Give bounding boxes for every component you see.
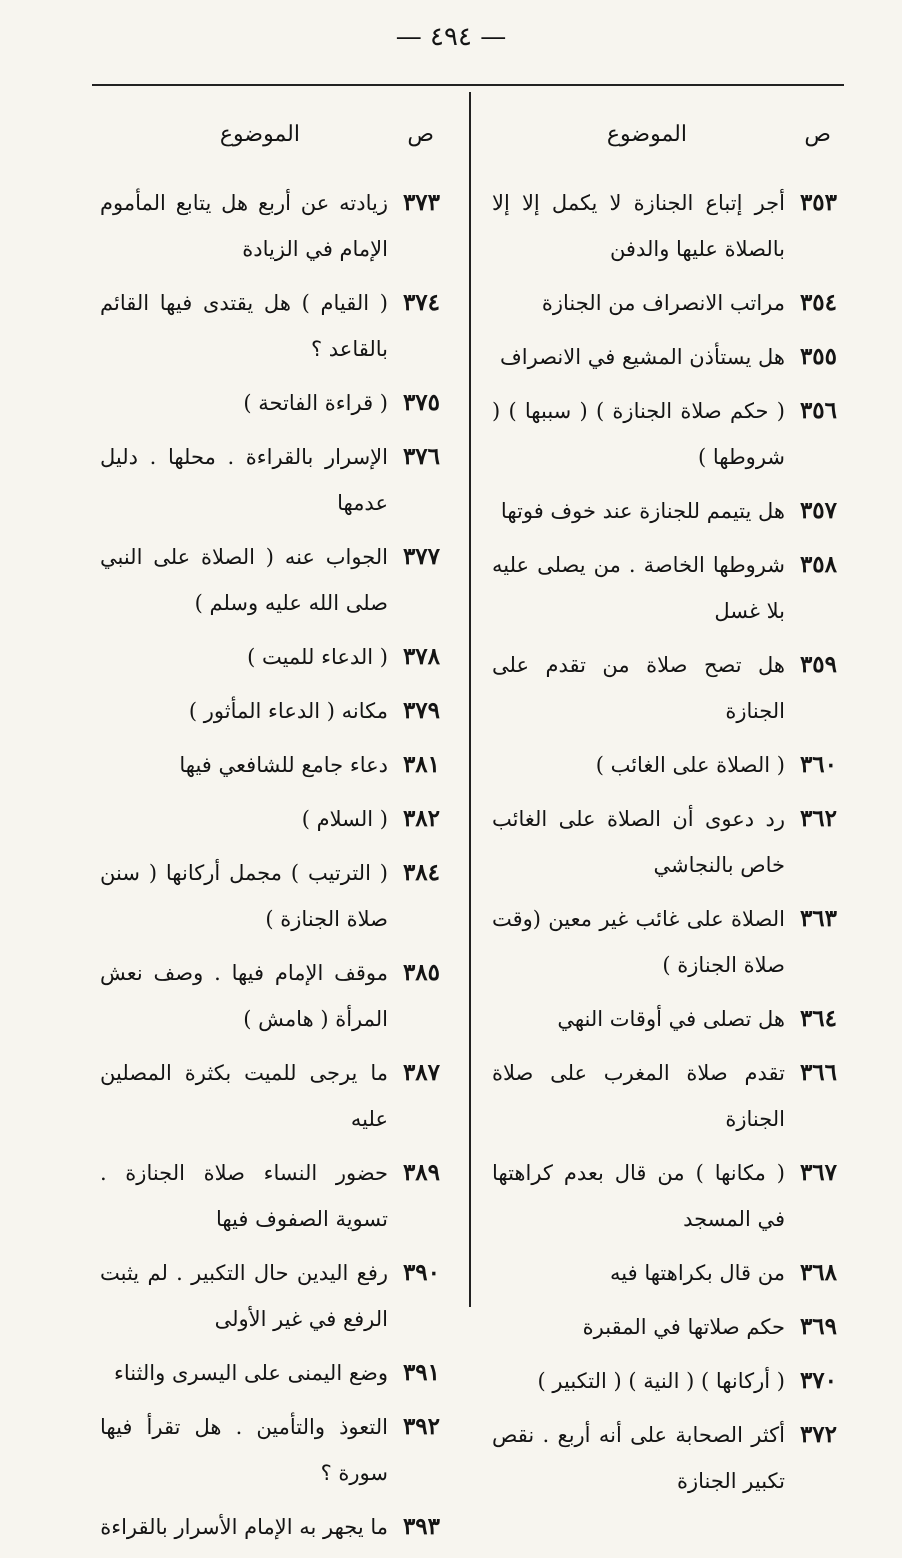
entry-topic: ( الصلاة على الغائب ) xyxy=(595,753,785,777)
index-entry xyxy=(492,1412,837,1504)
entry-topic: حكم صلاتها في المقبرة xyxy=(582,1315,785,1339)
entry-page-number: ٣٩٠ xyxy=(402,1259,440,1286)
entry-page-number: ٣٧٣ xyxy=(402,189,440,216)
entry-topic: ( حكم صلاة الجنازة ) ( سببها ) ( شروطها ) xyxy=(492,399,785,469)
entry-topic: حضور النساء صلاة الجنازة . تسوية الصفوف فيها xyxy=(100,1161,388,1231)
entry-page-number: ٣٨٥ xyxy=(402,959,440,986)
entry-topic: موقف الإمام فيها . وصف نعش المرأة ( هامش ) xyxy=(100,961,388,1031)
entry-topic: هل تصح صلاة من تقدم على الجنازة xyxy=(492,653,785,723)
index-entry xyxy=(492,896,837,988)
entry-page-number: ٣٥٣ xyxy=(799,189,837,216)
index-entry xyxy=(492,1050,837,1142)
entry-topic: أكثر الصحابة على أنه أربع . نقص تكبير الجنازة xyxy=(492,1423,785,1493)
index-entry xyxy=(492,280,837,326)
entry-page-number: ٣٦٣ xyxy=(799,905,837,932)
entry-page-number: ٣٩١ xyxy=(402,1359,440,1386)
entry-page-number: ٣٧٦ xyxy=(402,443,440,470)
page-number: — ٤٩٤ — xyxy=(395,22,507,52)
index-entry xyxy=(100,634,440,680)
entry-topic: ( القيام ) هل يقتدى فيها القائم بالقاعد ؟ xyxy=(100,291,388,361)
index-entry xyxy=(100,1504,440,1550)
index-entry xyxy=(100,1404,440,1496)
index-entry xyxy=(492,1150,837,1242)
entry-page-number: ٣٥٦ xyxy=(799,397,837,424)
index-entry xyxy=(100,1050,440,1142)
entry-topic: ما يرجى للميت بكثرة المصلين عليه xyxy=(100,1061,388,1131)
index-column-right xyxy=(492,118,837,1512)
index-entries xyxy=(100,180,440,1550)
entry-page-number: ٣٨٧ xyxy=(402,1059,440,1086)
index-entry xyxy=(100,1250,440,1342)
entry-topic: الإسرار بالقراءة . محلها . دليل عدمها xyxy=(100,445,388,515)
index-entry xyxy=(100,534,440,626)
index-entry xyxy=(492,996,837,1042)
entry-topic: ( الدعاء للميت ) xyxy=(247,645,388,669)
column-divider xyxy=(469,92,471,1307)
entry-topic: شروطها الخاصة . من يصلى عليه بلا غسل xyxy=(492,553,785,623)
entry-page-number: ٣٦٠ xyxy=(799,751,837,778)
entry-topic: مراتب الانصراف من الجنازة xyxy=(541,291,785,315)
entry-topic: ( مكانها ) من قال بعدم كراهتها في المسجد xyxy=(492,1161,785,1231)
entry-topic: رد دعوى أن الصلاة على الغائب خاص بالنجاشي xyxy=(492,807,785,877)
entry-topic: زيادته عن أربع هل يتابع المأموم الإمام في الزيادة xyxy=(100,191,388,261)
index-entry xyxy=(492,1358,837,1404)
entry-page-number: ٣٨١ xyxy=(402,751,440,778)
entry-page-number: ٣٨٢ xyxy=(402,805,440,832)
entry-page-number: ٣٩٣ xyxy=(402,1513,440,1540)
index-entry xyxy=(492,1304,837,1350)
column-header xyxy=(100,118,440,168)
entry-topic: أجر إتباع الجنازة لا يكمل إلا إلا بالصلاة عليها والدفن xyxy=(492,191,785,261)
entry-page-number: ٣٩٢ xyxy=(402,1413,440,1440)
index-entry xyxy=(492,180,837,272)
index-entry xyxy=(100,180,440,272)
entry-page-number: ٣٨٤ xyxy=(402,859,440,886)
entry-page-number: ٣٥٤ xyxy=(799,289,837,316)
entry-topic: رفع اليدين حال التكبير . لم يثبت الرفع في غير الأولى xyxy=(100,1261,388,1331)
index-entry xyxy=(100,434,440,526)
entry-page-number: ٣٦٨ xyxy=(799,1259,837,1286)
header-topic-label: الموضوع xyxy=(219,122,300,147)
entry-page-number: ٣٦٦ xyxy=(799,1059,837,1086)
header-page-label: ص xyxy=(804,122,831,147)
entry-page-number: ٣٧٨ xyxy=(402,643,440,670)
index-entry xyxy=(100,850,440,942)
index-entry xyxy=(100,796,440,842)
entry-page-number: ٣٥٩ xyxy=(799,651,837,678)
entry-topic: دعاء جامع للشافعي فيها xyxy=(179,753,388,777)
entry-topic: هل يتيمم للجنازة عند خوف فوتها xyxy=(500,499,785,523)
entry-topic: هل يستأذن المشيع في الانصراف xyxy=(500,345,785,369)
entry-topic: ( قراءة الفاتحة ) xyxy=(243,391,388,415)
entry-page-number: ٣٦٤ xyxy=(799,1005,837,1032)
entry-page-number: ٣٥٨ xyxy=(799,551,837,578)
entry-topic: وضع اليمنى على اليسرى والثناء xyxy=(113,1361,388,1385)
index-entry xyxy=(492,642,837,734)
entry-page-number: ٣٦٩ xyxy=(799,1313,837,1340)
index-entry xyxy=(492,796,837,888)
entry-page-number: ٣٧٥ xyxy=(402,389,440,416)
index-entries xyxy=(492,180,837,1504)
entry-topic: ما يجهر به الإمام الأسرار بالقراءة xyxy=(100,1515,388,1539)
entry-page-number: ٣٧٧ xyxy=(402,543,440,570)
entry-topic: ( السلام ) xyxy=(301,807,388,831)
entry-page-number: ٣٨٩ xyxy=(402,1159,440,1186)
entry-topic: التعوذ والتأمين . هل تقرأ فيها سورة ؟ xyxy=(100,1415,388,1485)
index-entry xyxy=(100,280,440,372)
entry-page-number: ٣٧٤ xyxy=(402,289,440,316)
entry-topic: هل تصلى في أوقات النهي xyxy=(557,1007,785,1031)
index-entry xyxy=(100,1150,440,1242)
entry-topic: من قال بكراهتها فيه xyxy=(610,1261,785,1285)
index-entry xyxy=(100,380,440,426)
index-column-left xyxy=(100,118,440,1558)
entry-topic: ( أركانها ) ( النية ) ( التكبير ) xyxy=(537,1369,785,1393)
header-page-label: ص xyxy=(407,122,434,147)
entry-page-number: ٣٧٩ xyxy=(402,697,440,724)
entry-page-number: ٣٦٧ xyxy=(799,1159,837,1186)
index-entry xyxy=(492,1250,837,1296)
index-entry xyxy=(100,1350,440,1396)
index-entry xyxy=(492,388,837,480)
index-entry xyxy=(492,334,837,380)
entry-page-number: ٣٧٢ xyxy=(799,1421,837,1448)
entry-topic: مكانه ( الدعاء المأثور ) xyxy=(188,699,388,723)
entry-topic: ( الترتيب ) مجمل أركانها ( سنن صلاة الجنازة ) xyxy=(100,861,388,931)
header-topic-label: الموضوع xyxy=(606,122,687,147)
index-entry xyxy=(492,542,837,634)
column-header xyxy=(492,118,837,168)
entry-topic: تقدم صلاة المغرب على صلاة الجنازة xyxy=(492,1061,785,1131)
entry-page-number: ٣٧٠ xyxy=(799,1367,837,1394)
entry-topic: الجواب عنه ( الصلاة على النبي صلى الله عليه وسلم ) xyxy=(100,545,388,615)
entry-page-number: ٣٥٧ xyxy=(799,497,837,524)
index-entry xyxy=(100,688,440,734)
index-entry xyxy=(492,488,837,534)
entry-page-number: ٣٥٥ xyxy=(799,343,837,370)
index-entry xyxy=(100,950,440,1042)
index-entry xyxy=(492,742,837,788)
index-entry xyxy=(100,742,440,788)
entry-topic: الصلاة على غائب غير معين (وقت صلاة الجنازة ) xyxy=(492,907,785,977)
entry-page-number: ٣٦٢ xyxy=(799,805,837,832)
top-rule xyxy=(92,84,844,86)
